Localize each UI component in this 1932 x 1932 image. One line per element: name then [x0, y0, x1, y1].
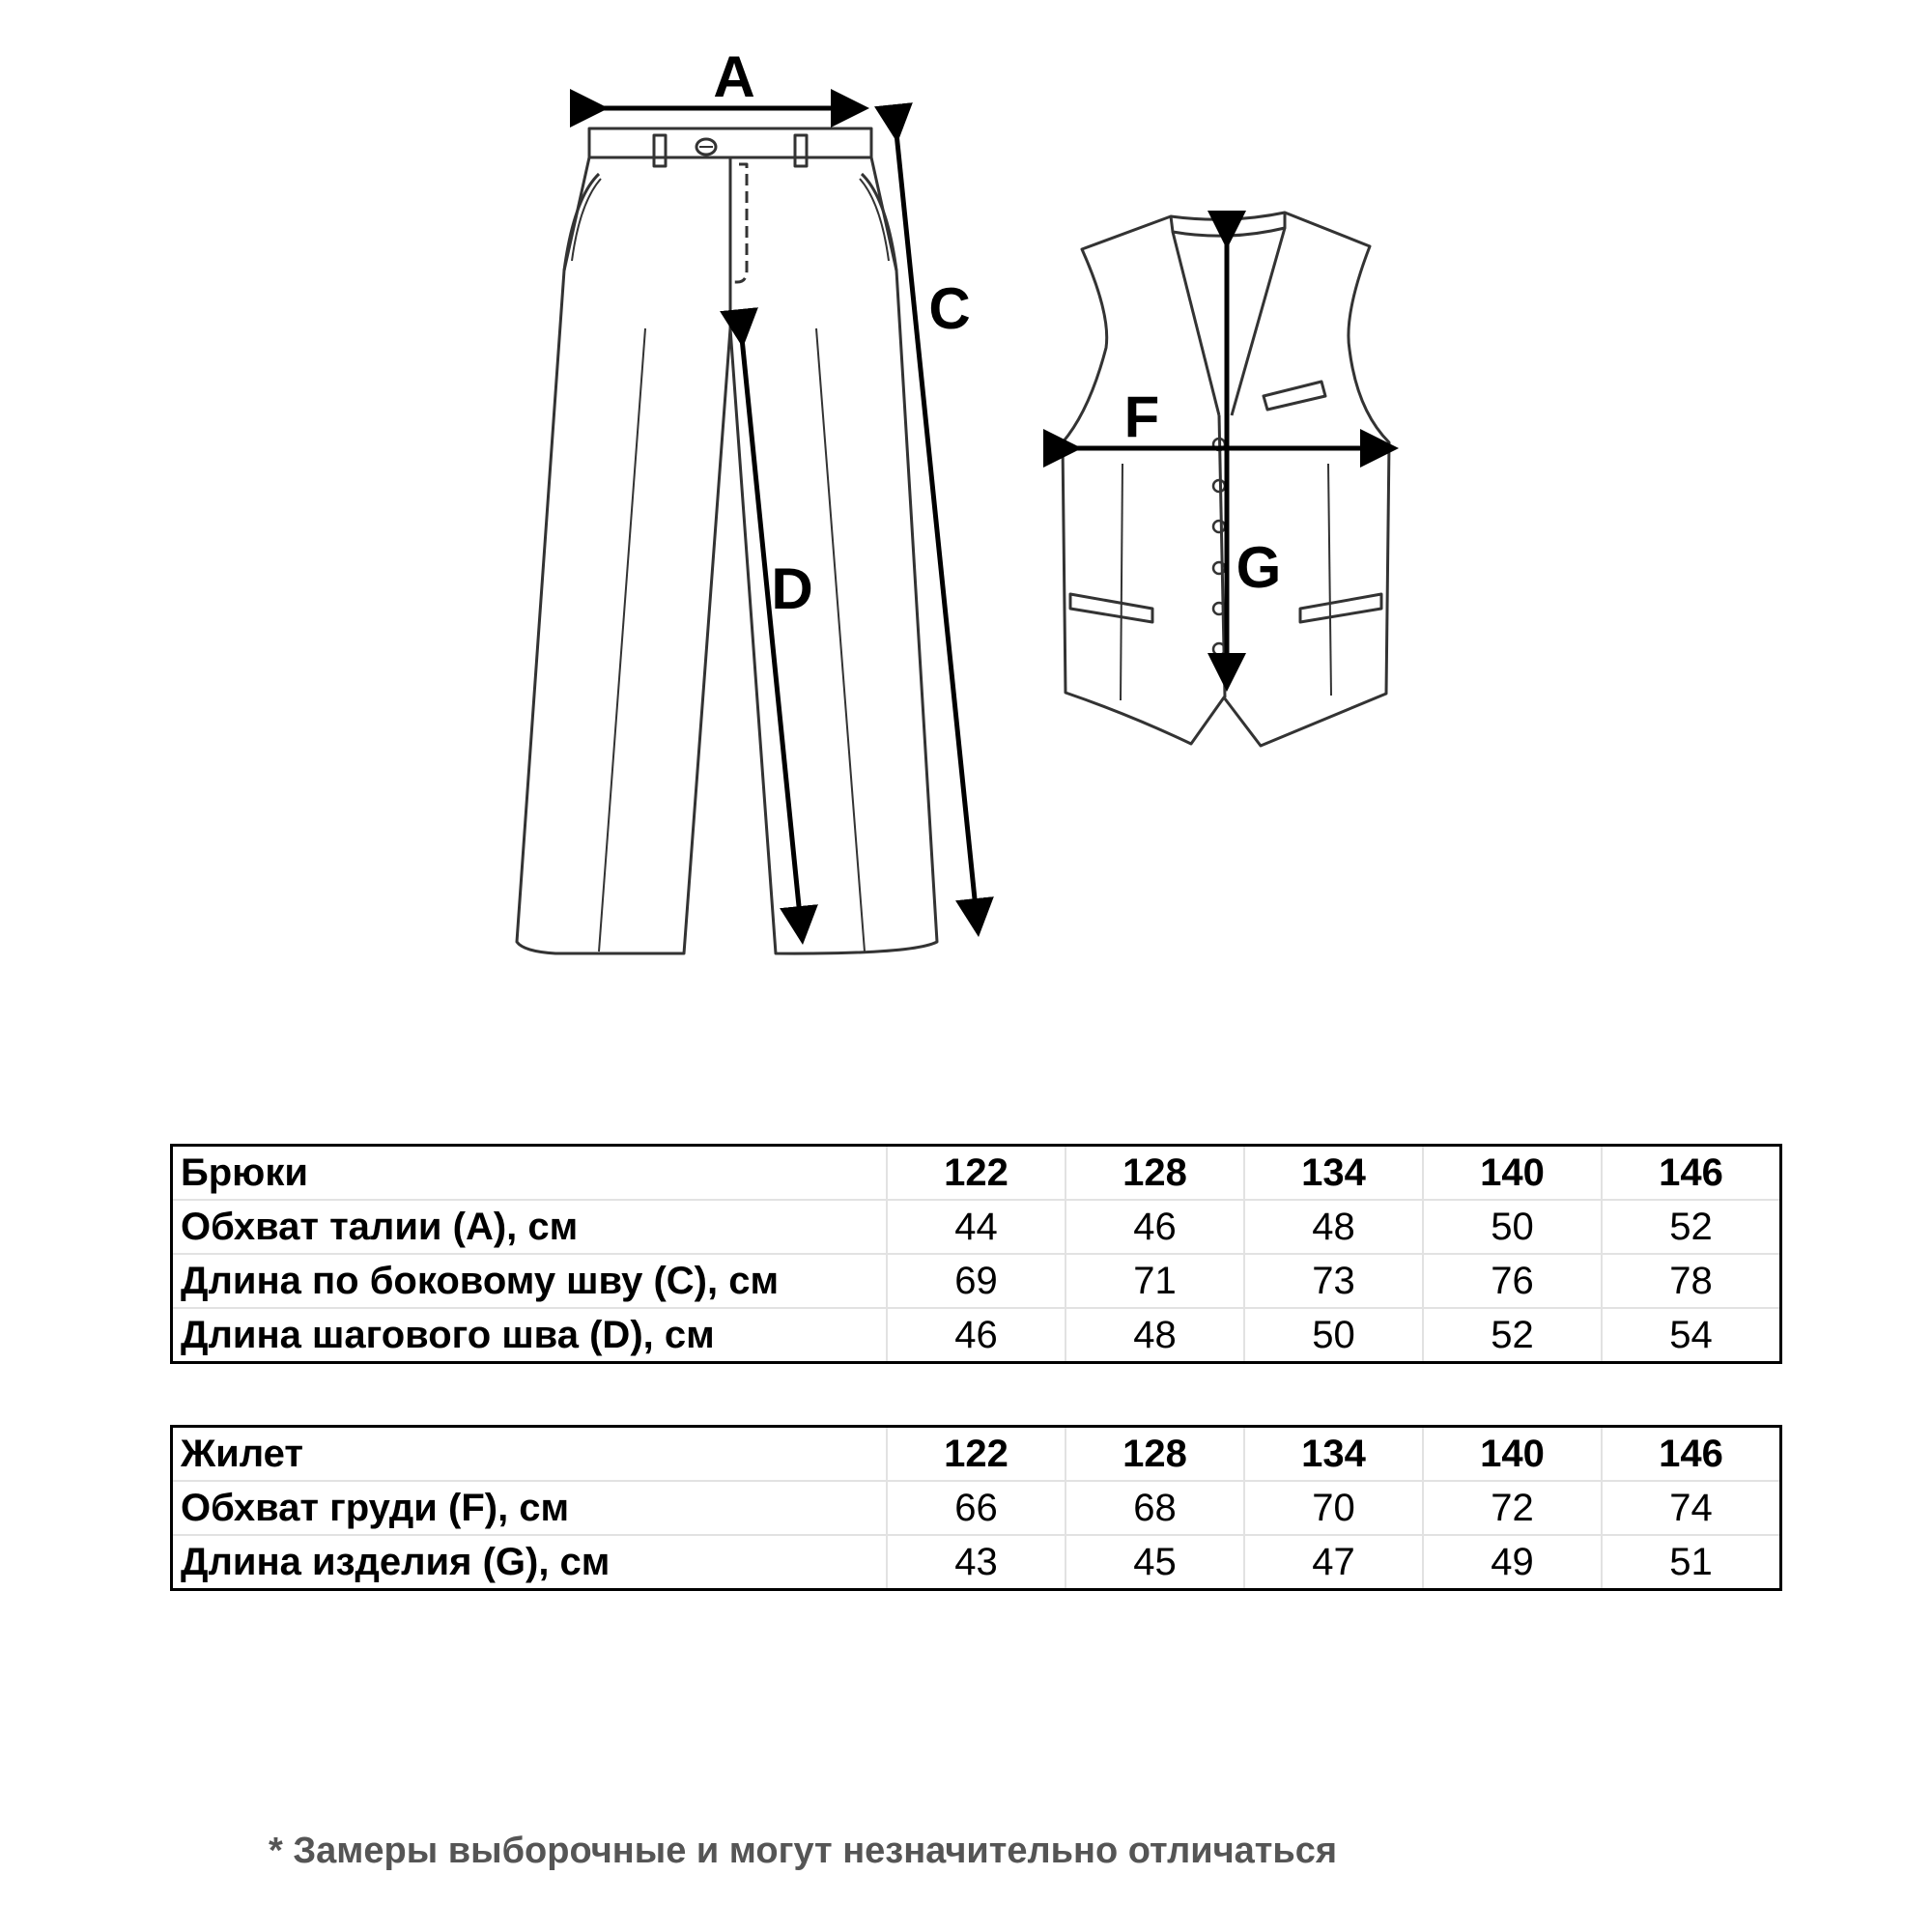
size-header: 140 — [1423, 1146, 1602, 1201]
trousers-size-table — [170, 1144, 1782, 1364]
label-g: G — [1236, 535, 1282, 600]
row-label: Длина изделия (G), см — [172, 1535, 888, 1590]
table-cell: 43 — [887, 1535, 1065, 1590]
table-cell: 50 — [1244, 1308, 1423, 1363]
table-cell: 51 — [1602, 1535, 1781, 1590]
row-label: Обхват груди (F), см — [172, 1481, 888, 1535]
table-title: Брюки — [172, 1146, 888, 1201]
table-cell: 73 — [1244, 1254, 1423, 1308]
row-label: Длина по боковому шву (C), см — [172, 1254, 888, 1308]
trousers-measure-arrows — [599, 108, 978, 935]
row-label: Обхват талии (A), см — [172, 1200, 888, 1254]
label-c: C — [928, 276, 971, 341]
vest-size-table — [170, 1425, 1782, 1591]
table-cell: 52 — [1423, 1308, 1602, 1363]
size-header: 146 — [1602, 1146, 1781, 1201]
table-cell: 48 — [1244, 1200, 1423, 1254]
label-f: F — [1123, 384, 1160, 449]
size-header: 134 — [1244, 1146, 1423, 1201]
table-cell: 72 — [1423, 1481, 1602, 1535]
table-row — [172, 1308, 1781, 1363]
table-title: Жилет — [172, 1427, 888, 1482]
table-row — [172, 1200, 1781, 1254]
size-header: 122 — [887, 1427, 1065, 1482]
table-cell: 46 — [887, 1308, 1065, 1363]
size-header: 128 — [1065, 1427, 1244, 1482]
table-cell: 74 — [1602, 1481, 1781, 1535]
table-cell: 50 — [1423, 1200, 1602, 1254]
table-cell: 66 — [887, 1481, 1065, 1535]
table-row — [172, 1481, 1781, 1535]
table-cell: 69 — [887, 1254, 1065, 1308]
size-header: 140 — [1423, 1427, 1602, 1482]
table-header-row — [172, 1427, 1781, 1482]
table-cell: 52 — [1602, 1200, 1781, 1254]
table-cell: 76 — [1423, 1254, 1602, 1308]
footnote: * Замеры выборочные и могут незначительно отличаться — [269, 1831, 1338, 1871]
table-cell: 78 — [1602, 1254, 1781, 1308]
table-cell: 71 — [1065, 1254, 1244, 1308]
size-header: 122 — [887, 1146, 1065, 1201]
table-cell: 68 — [1065, 1481, 1244, 1535]
table-cell: 47 — [1244, 1535, 1423, 1590]
row-label: Длина шагового шва (D), см — [172, 1308, 888, 1363]
table-row — [172, 1254, 1781, 1308]
label-a: A — [713, 44, 755, 109]
size-header: 128 — [1065, 1146, 1244, 1201]
table-cell: 70 — [1244, 1481, 1423, 1535]
table-cell: 49 — [1423, 1535, 1602, 1590]
table-cell: 48 — [1065, 1308, 1244, 1363]
table-cell: 45 — [1065, 1535, 1244, 1590]
table-cell: 44 — [887, 1200, 1065, 1254]
size-header: 134 — [1244, 1427, 1423, 1482]
table-cell: 54 — [1602, 1308, 1781, 1363]
label-d: D — [771, 556, 813, 621]
table-header-row — [172, 1146, 1781, 1201]
table-row — [172, 1535, 1781, 1590]
table-cell: 46 — [1065, 1200, 1244, 1254]
trousers-drawing — [517, 128, 937, 953]
size-header: 146 — [1602, 1427, 1781, 1482]
